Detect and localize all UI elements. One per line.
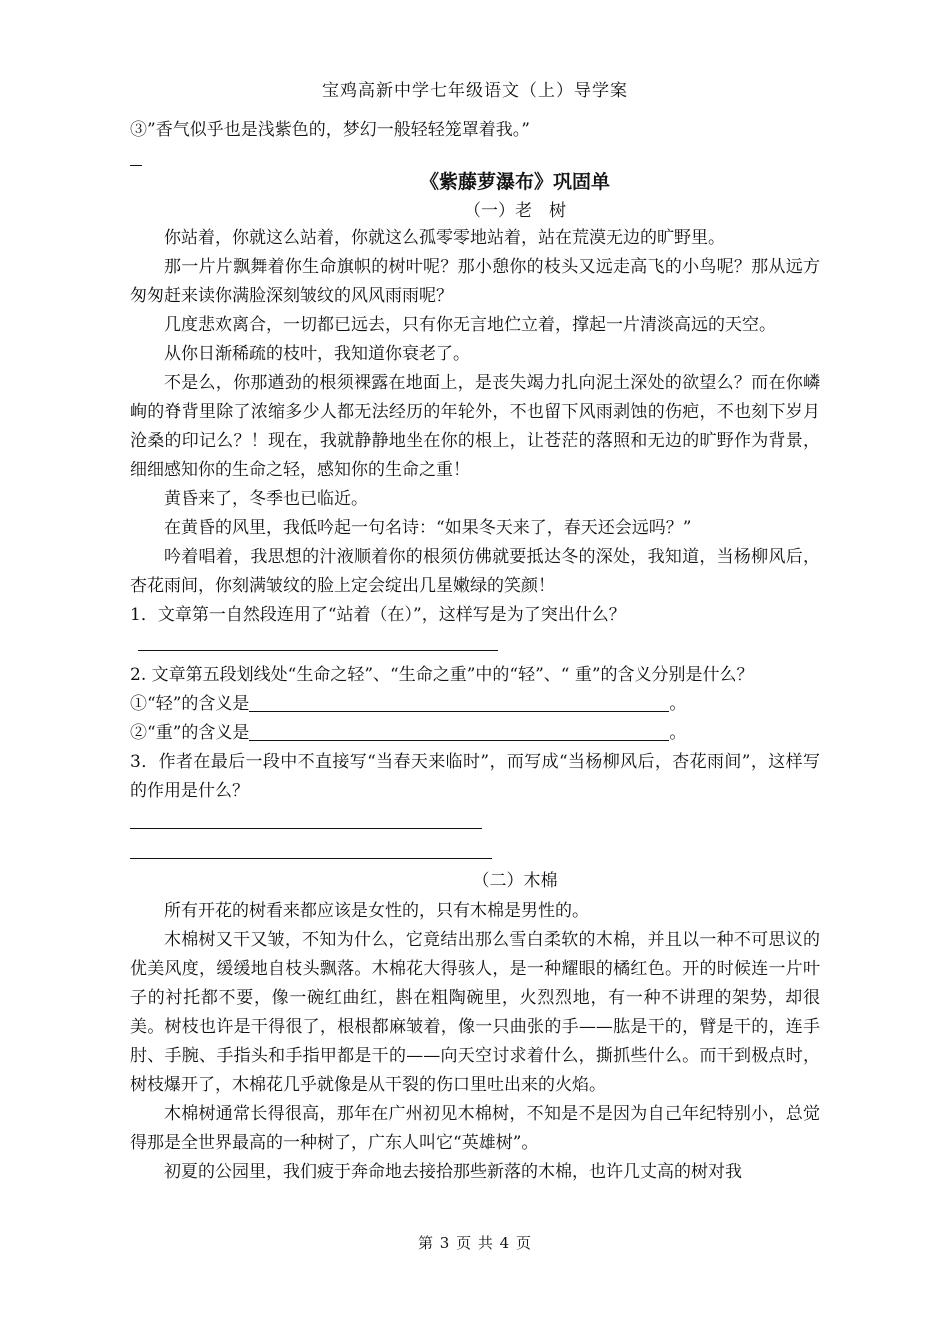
answer-blank-q2b[interactable]: [249, 722, 669, 741]
question-2a: [130, 690, 820, 719]
answer-line-q3b[interactable]: [130, 838, 492, 859]
paragraph: 几度悲欢离合，一切都已远去，只有你无言地伫立着，撑起一片清淡高远的天空。: [164, 315, 776, 335]
part1-passage: [130, 224, 820, 601]
paragraph: 从你日渐稀疏的枝叶，我知道你衰老了。: [164, 344, 470, 364]
q2b-end: 。: [669, 723, 687, 743]
question-2: 2. 文章第五段划线处“生命之轻”、“生命之重”中的“轻”、“ 重”的含义分别是什么？: [130, 665, 754, 685]
intro-quote: ③”香气似乎也是浅紫色的，梦幻一般轻轻笼罩着我。”: [130, 120, 530, 140]
q2a-end: 。: [669, 694, 687, 714]
paragraph: 那一片片飘舞着你生命旗帜的树叶呢？那小憩你的枝头又远走高飞的小鸟呢？那从远方匆匆赶来读你满脸深刻皱纹的风风雨雨呢？: [130, 257, 820, 306]
section-title: 《紫藤萝瀑布》巩固单: [419, 171, 610, 193]
paragraph: 不是么，你那遒劲的根须裸露在地面上，是丧失竭力扎向泥土深处的欲望么？而在你嶙峋的脊背里除了浓缩多少人都无法经历的年轮外，不也留下风雨剥蚀的伤疤，不也刻下岁月沧桑的印记么？！现在，我就静静地坐在你的根上，让苍茫的落照和无边的旷野作为背景，细细感知你的生命之轻，感知你的生命之重！: [130, 373, 820, 480]
answer-blank-q2a[interactable]: [249, 693, 669, 712]
answer-line-q1[interactable]: [138, 630, 498, 651]
short-underline-mark: [130, 145, 142, 166]
part2-subtitle: （二）木棉: [472, 871, 558, 891]
paragraph: 黄昏来了，冬季也已临近。: [164, 489, 368, 509]
q2a-label: ①“轻”的含义是: [130, 694, 250, 714]
question-1: 1．文章第一自然段连用了“站着（在）”，这样写是为了突出什么？: [130, 605, 626, 625]
q2b-label: ②“重”的含义是: [130, 723, 250, 743]
question-3: 3．作者在最后一段中不直接写“当春天来临时”，而写成“当杨柳风后，杏花雨间”，这样写的作用是什么？: [130, 752, 820, 801]
paragraph: 所有开花的树看来都应该是女性的，只有木棉是男性的。: [164, 901, 589, 921]
paragraph: 你站着，你就这么站着，你就这么孤零零地站着，站在荒漠无边的旷野里。: [164, 228, 725, 248]
paragraph: 木棉树通常长得很高，那年在广州初见木棉树，不知是不是因为自己年纪特别小，总觉得那是全世界最高的一种树了，广东人叫它“英雄树”。: [130, 1104, 820, 1153]
document-body: [130, 116, 820, 1187]
answer-line-q3a[interactable]: [130, 808, 482, 829]
paragraph: 初夏的公园里，我们疲于奔命地去接拾那些新落的木棉，也许几丈高的树对我: [164, 1162, 742, 1182]
paragraph: 在黄昏的风里，我低吟起一句名诗：“如果冬天来了，春天还会远吗？”: [164, 518, 692, 538]
part2-passage: [130, 897, 820, 1187]
part1-subtitle: （一）老 树: [464, 201, 566, 221]
page-header: 宝鸡高新中学七年级语文（上）导学案: [322, 81, 628, 101]
paragraph: 吟着唱着，我思想的汁液顺着你的根须仿佛就要抵达冬的深处，我知道，当杨柳风后，杏花雨间，你刻满皱纹的脸上定会绽出几星嫩绿的笑颜！: [130, 547, 820, 596]
question-2b: [130, 719, 820, 748]
paragraph: 木棉树又干又皱，不知为什么，它竟结出那么雪白柔软的木棉，并且以一种不可思议的优美风度，缓缓地自枝头飘落。木棉花大得骇人，是一种耀眼的橘红色。开的时候连一片叶子的衬托都不要，像一碗红曲红，斟在粗陶碗里，火烈烈地，有一种不讲理的架势，却很美。树枝也许是干得很了，根根都麻皱着，像一只曲张的手——肱是干的，臂是干的，连手肘、手腕、手指头和手指甲都是干的——向天空讨求着什么，撕抓些什么。而干到极点时，树枝爆开了，木棉花几乎就像是从干裂的伤口里吐出来的火焰。: [130, 930, 820, 1095]
page-footer: 第 3 页 共 4 页: [418, 1234, 532, 1252]
